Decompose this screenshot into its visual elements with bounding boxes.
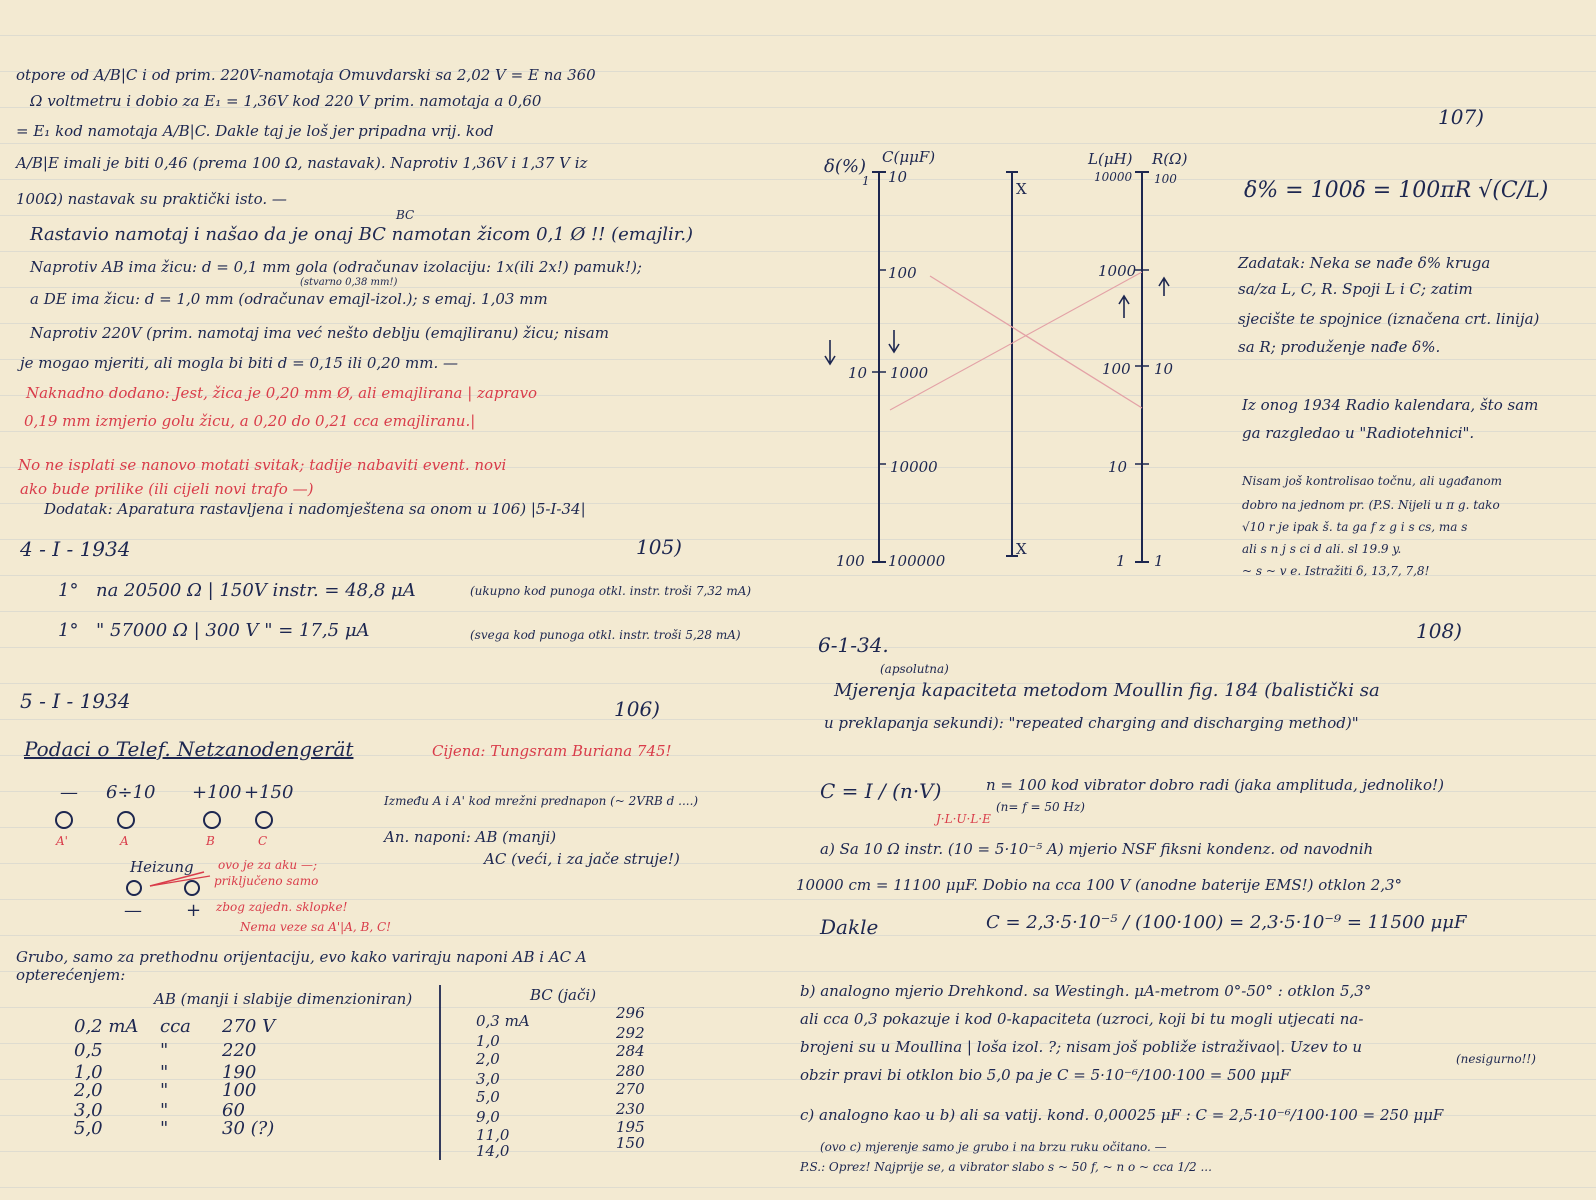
table-cell: 3,0 <box>74 1100 103 1121</box>
dakle-equation: C = 2,3·5·10⁻⁵ / (100·100) = 2,3·5·10⁻⁹ = 11500 μμF <box>986 912 1467 933</box>
text-line: 100Ω) nastavak su praktički isto. — <box>16 190 287 208</box>
scale-label: 1 <box>1154 552 1164 570</box>
text-line: sa/za L, C, R. Spoji L i C; zatim <box>1238 280 1473 298</box>
red-small-note: J·L·U·L·E <box>936 812 991 826</box>
plus-sign: + <box>186 900 202 921</box>
red-text-line: ako bude prilike (ili cijeli novi trafo —) <box>20 480 314 498</box>
entry-number-105: 105) <box>636 535 682 559</box>
red-note: priključeno samo <box>214 874 319 888</box>
text-line: obzir pravi bi otklon bio 5,0 pa je C = 5·10⁻⁶/100·100 = 500 μμF <box>800 1066 1291 1084</box>
text-line: b) analogno mjerio Drehkond. sa Westingh. μA-metrom 0°-50° : otklon 5,3° <box>800 982 1372 1000</box>
table-cell: 5,0 <box>476 1088 500 1106</box>
text-line: √10 r je ipak š. ta ga f z g i s cs, ma s <box>1242 520 1468 534</box>
table-cell: 5,0 <box>74 1118 103 1139</box>
table-cell: 30 (?) <box>222 1118 275 1139</box>
scale-header-r: R(Ω) <box>1152 150 1188 168</box>
table-cell: 230 <box>616 1100 645 1118</box>
entry-number-107: 107) <box>1438 105 1484 129</box>
note-bc: BC <box>396 208 415 222</box>
text-line: Rastavio namotaj i našao da je onaj BC namotan žicom 0,1 Ø !! (emajlir.) <box>30 224 694 245</box>
meas-text: na 20500 Ω | 150V instr. = 48,8 μA <box>96 580 416 601</box>
meas-note: (ukupno kod punoga otkl. instr. troši 7,32 mA) <box>470 584 752 598</box>
table-cell: 9,0 <box>476 1108 500 1126</box>
table-cell: " <box>160 1100 169 1121</box>
text-line: sjecište te spojnice (iznačena crt. linija) <box>1238 310 1540 328</box>
minus-sign: — <box>124 900 142 921</box>
terminal-note: Između A i A' kod mrežni prednapon (~ 2VRB d ....) <box>384 794 699 808</box>
x-mark: X <box>1016 540 1027 558</box>
scale-header-c: C(μμF) <box>882 148 936 166</box>
red-text-line: 0,19 mm izmjerio golu žicu, a 0,20 do 0,21 cca emajliranu.| <box>24 412 476 430</box>
table-cell: 0,3 mA <box>476 1012 530 1030</box>
item-a-line: a) Sa 10 Ω instr. (10 = 5·10⁻⁵ A) mjerio NSF fiksni kondenz. od navodnih <box>820 840 1374 858</box>
table-cell: 60 <box>222 1100 245 1121</box>
text-line: ~ s ~ v e. Istražiti δ, 13,7, 7,8! <box>1242 564 1430 578</box>
scale-label: 100 <box>888 264 917 282</box>
terminal-value: 6÷10 <box>106 782 156 803</box>
table-cell: 1,0 <box>476 1032 500 1050</box>
heizung-label: Heizung <box>130 858 194 876</box>
price-note: Cijena: Tungsram Buriana 745! <box>432 742 672 760</box>
table-cell: " <box>160 1080 169 1101</box>
table-cell: 220 <box>222 1040 257 1061</box>
date-4-I-1934: 4 - I - 1934 <box>20 537 131 561</box>
x-mark: X <box>1016 180 1027 198</box>
scale-header-delta: δ(%) <box>824 156 866 177</box>
meas-text: " 57000 Ω | 300 V " = 17,5 μA <box>96 620 370 641</box>
section-title: Podaci o Telef. Netzanodengerät <box>24 737 354 761</box>
table-cell: 1,0 <box>74 1062 103 1083</box>
capacitance-formula: C = I / (n·V) <box>820 779 942 803</box>
red-text-line: No ne isplati se nanovo motati svitak; tadije nabaviti event. novi <box>18 456 507 474</box>
scale-label: 10000 <box>1094 170 1133 184</box>
text-line: brojeni su u Moullina | loša izol. ?; nisam još pobliže istraživao|. Uzev to u <box>800 1038 1363 1056</box>
text-line: otpore od A/B|C i od prim. 220V-namotaja Omuvdarski sa 2,02 V = E na 360 <box>16 66 596 84</box>
red-note: zbog zajedn. sklopke! <box>216 900 348 914</box>
text-line: = E₁ kod namotaja A/B|C. Dakle taj je loš jer pripadna vrij. kod <box>16 122 494 140</box>
section-heading: Mjerenja kapaciteta metodom Moullin fig. 184 (balistički sa <box>834 680 1380 701</box>
scale-label: 10 <box>1154 360 1174 378</box>
table-cell: 284 <box>616 1042 645 1060</box>
scale-label: 10 <box>848 364 868 382</box>
terminal-value: +150 <box>244 782 294 803</box>
terminal-value: — <box>60 782 78 803</box>
table-cell: 0,5 <box>74 1040 103 1061</box>
text-line: Nisam još kontrolisao točnu, ali ugađanom <box>1242 474 1503 488</box>
table-cell: " <box>160 1118 169 1139</box>
note-stvarno: (stvarno 0,38 mm!) <box>300 277 398 288</box>
scale-label: 100 <box>1154 172 1177 186</box>
table-cell: 14,0 <box>476 1142 510 1160</box>
scale-label: 10 <box>888 168 908 186</box>
dakle-label: Dakle <box>820 915 879 939</box>
terminal-letter: C <box>258 834 268 848</box>
text-line: Ω voltmetru i dobio za E₁ = 1,36V kod 220 V prim. namotaja a 0,60 <box>30 92 542 110</box>
table-cell: 2,0 <box>74 1080 103 1101</box>
table-cell: " <box>160 1040 169 1061</box>
terminal-letter: A' <box>56 834 68 848</box>
table-cell: 296 <box>616 1004 645 1022</box>
text-line: ga razgledao u "Radiotehnici". <box>1242 424 1475 442</box>
terminal-note: AC (veći, i za jače struje!) <box>484 850 680 868</box>
meas-index: 1° <box>58 620 79 641</box>
column-header-ab: AB (manji i slabije dimenzioniran) <box>154 990 413 1008</box>
text-line: Zadatak: Neka se nađe δ% kruga <box>1238 254 1491 272</box>
table-cell: 2,0 <box>476 1050 500 1068</box>
scale-label: 1 <box>862 174 870 188</box>
table-cell: 150 <box>616 1134 645 1152</box>
table-cell: " <box>160 1062 169 1083</box>
delta-formula: δ% = 100δ = 100πR √(C/L) <box>1244 178 1549 203</box>
scale-label: 10000 <box>890 458 938 476</box>
table-cell: 280 <box>616 1062 645 1080</box>
scale-label: 100 <box>836 552 865 570</box>
text-line: a DE ima žicu: d = 1,0 mm (odračunav emajl-izol.); s emaj. 1,03 mm <box>30 290 548 308</box>
terminal-letter: B <box>206 834 215 848</box>
scale-header-l: L(μH) <box>1088 150 1133 168</box>
table-cell: 0,2 mA <box>74 1016 139 1037</box>
meas-note: (svega kod punoga otkl. instr. troši 5,28 mA) <box>470 628 741 642</box>
scale-label: 100 <box>1102 360 1131 378</box>
text-line: ali cca 0,3 pokazuje i kod 0-kapaciteta (uzroci, koji bi tu mogli utjecati na- <box>800 1010 1364 1028</box>
entry-number-106: 106) <box>614 697 660 721</box>
nesigurno-note: (nesigurno!!) <box>1456 1052 1536 1066</box>
scale-label: 1 <box>1116 552 1126 570</box>
text-line: je mogao mjeriti, ali mogla bi biti d = 0,15 ili 0,20 mm. — <box>20 354 458 372</box>
entry-number-108: 108) <box>1416 619 1462 643</box>
table-cell: cca <box>160 1016 191 1037</box>
text-line: Iz onog 1934 Radio kalendara, što sam <box>1242 396 1539 414</box>
text-line: P.S.: Oprez! Najprije se, a vibrator slabo s ~ 50 f, ~ n o ~ cca 1/2 ... <box>800 1160 1212 1174</box>
left-notebook-page <box>0 0 790 1200</box>
table-cell: 195 <box>616 1118 645 1136</box>
terminal-value: +100 <box>192 782 242 803</box>
date-5-I-1934: 5 - I - 1934 <box>20 689 131 713</box>
section-heading: u preklapanja sekundi): "repeated charging and discharging method)" <box>824 714 1359 732</box>
grubo-line: Grubo, samo za prethodnu orijentaciju, evo kako variraju naponi AB i AC A <box>16 948 587 966</box>
meas-index: 1° <box>58 580 79 601</box>
text-line: ali s n j s ci d ali. sl 19.9 y. <box>1242 542 1402 556</box>
red-note: Nema veze sa A'|A, B, C! <box>240 920 391 934</box>
terminal-letter: A <box>120 834 129 848</box>
dodatak-line: Dodatak: Aparatura rastavljena i nadomještena sa onom u 106) |5-I-34| <box>44 500 586 518</box>
text-line: (ovo c) mjerenje samo je grubo i na brzu ruku očitano. — <box>820 1140 1167 1154</box>
scale-label: 100000 <box>888 552 946 570</box>
scale-label: 1000 <box>890 364 929 382</box>
red-note: ovo je za aku —; <box>218 858 317 872</box>
table-cell: 270 V <box>222 1016 276 1037</box>
apsolutna-note: (apsolutna) <box>880 662 949 676</box>
column-header-bc: BC (jači) <box>530 986 597 1004</box>
text-line: Naprotiv AB ima žicu: d = 0,1 mm gola (odračunav izolaciju: 1x(ili 2x!) pamuk!); <box>30 258 642 276</box>
n-note: n = 100 kod vibrator dobro radi (jaka amplituda, jednoliko!) <box>986 776 1444 794</box>
opterecenjem-line: opterećenjem: <box>16 966 126 984</box>
table-cell: 292 <box>616 1024 645 1042</box>
right-notebook-page <box>790 0 1596 1200</box>
item-a-line: 10000 cm = 11100 μμF. Dobio na cca 100 V (anodne baterije EMS!) otklon 2,3° <box>796 876 1403 894</box>
scale-label: 10 <box>1108 458 1128 476</box>
text-line: A/B|E imali je biti 0,46 (prema 100 Ω, nastavak). Naprotiv 1,36V i 1,37 V iz <box>16 154 588 172</box>
table-cell: 190 <box>222 1062 257 1083</box>
date-6-1-34: 6-1-34. <box>818 633 889 657</box>
table-cell: 3,0 <box>476 1070 500 1088</box>
frequency-note: (n= f = 50 Hz) <box>996 800 1085 814</box>
terminal-note: An. naponi: AB (manji) <box>384 828 557 846</box>
table-cell: 11,0 <box>476 1126 510 1144</box>
text-line: sa R; produženje nađe δ%. <box>1238 338 1441 356</box>
red-text-line: Naknadno dodano: Jest, žica je 0,20 mm Ø, ali emajlirana | zapravo <box>26 384 538 402</box>
text-line: c) analogno kao u b) ali sa vatij. kond. 0,00025 μF : C = 2,5·10⁻⁶/100·100 = 250 μμF <box>800 1106 1444 1124</box>
scale-label: 1000 <box>1098 262 1137 280</box>
text-line: dobro na jednom pr. (P.S. Nijeli u π g. tako <box>1242 498 1500 512</box>
table-cell: 100 <box>222 1080 257 1101</box>
table-cell: 270 <box>616 1080 645 1098</box>
text-line: Naprotiv 220V (prim. namotaj ima već nešto deblju (emajliranu) žicu; nisam <box>30 324 609 342</box>
